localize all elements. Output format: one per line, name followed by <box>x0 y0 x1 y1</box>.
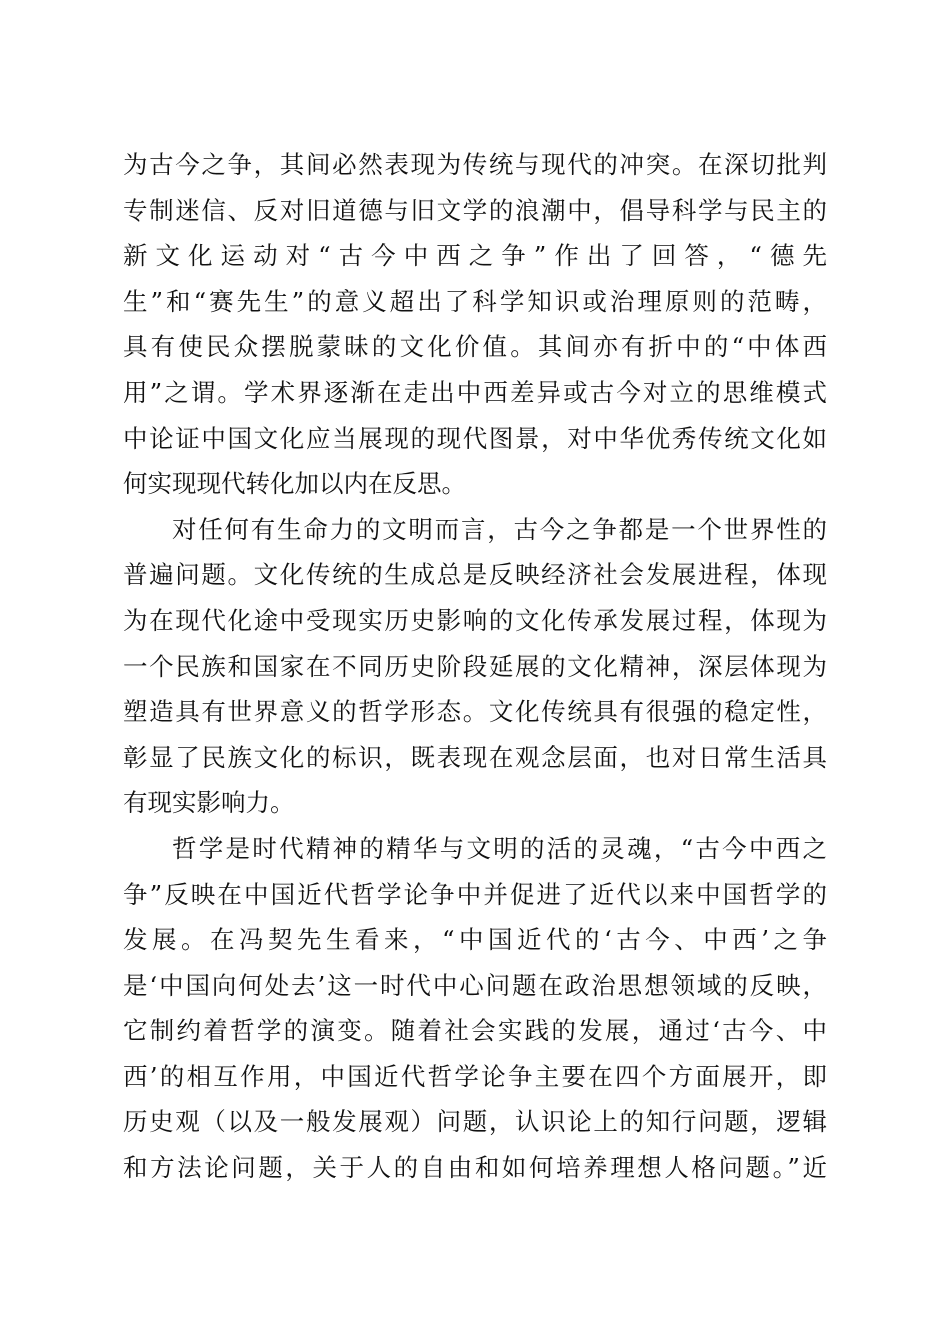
text-line: 是‘中国向何处去’这一时代中心问题在政治思想领域的反映， <box>123 970 827 1000</box>
text-line: 历史观（以及一般发展观）问题，认识论上的知行问题，逻辑 <box>123 1107 827 1137</box>
text-line: 西’的相互作用，中国近代哲学论争主要在四个方面展开，即 <box>123 1061 827 1091</box>
text-line: 为在现代化途中受现实历史影响的文化传承发展过程，体现为 <box>123 605 827 635</box>
text-line: 有现实影响力。 <box>123 788 295 818</box>
paragraph-2 <box>123 507 827 826</box>
text-line: 用”之谓。学术界逐渐在走出中西差异或古今对立的思维模式 <box>123 377 827 407</box>
text-line: 为古今之争，其间必然表现为传统与现代的冲突。在深切批判 <box>123 150 827 179</box>
text-line: 对任何有生命力的文明而言，古今之争都是一个世界性的 <box>172 514 827 544</box>
text-line: 何实现现代转化加以内在反思。 <box>123 469 466 499</box>
text-line: 一个民族和国家在不同历史阶段延展的文化精神，深层体现为 <box>123 651 827 681</box>
text-line: 争”反映在中国近代哲学论争中并促进了近代以来中国哲学的 <box>123 879 827 909</box>
text-line: 它制约着哲学的演变。随着社会实践的发展，通过‘古今、中 <box>123 1016 827 1046</box>
text-line: 具有使民众摆脱蒙昧的文化价值。其间亦有折中的“中体西 <box>123 332 827 362</box>
text-line: 哲学是时代精神的精华与文明的活的灵魂，“古今中西之 <box>172 833 827 863</box>
text-line: 彰显了民族文化的标识，既表现在观念层面，也对日常生活具 <box>123 742 827 772</box>
text-line: 普遍问题。文化传统的生成总是反映经济社会发展进程，体现 <box>123 560 827 590</box>
text-line: 发展。在冯契先生看来，“中国近代的‘古今、中西’之争 <box>123 925 827 955</box>
text-line: 塑造具有世界意义的哲学形态。文化传统具有很强的稳定性， <box>123 697 827 727</box>
text-line: 和方法论问题，关于人的自由和如何培养理想人格问题。”近 <box>123 1153 827 1183</box>
paragraph-1 <box>123 142 827 507</box>
text-line: 专制迷信、反对旧道德与旧文学的浪潮中，倡导科学与民主的 <box>123 195 827 225</box>
text-line: 新文化运动对“古今中西之争”作出了回答，“德先 <box>123 241 827 271</box>
body-text <box>123 142 827 1191</box>
text-line: 中论证中国文化应当展现的现代图景，对中华优秀传统文化如 <box>123 423 827 453</box>
text-line: 生”和“赛先生”的意义超出了科学知识或治理原则的范畴， <box>123 286 827 316</box>
paragraph-3 <box>123 826 827 1191</box>
